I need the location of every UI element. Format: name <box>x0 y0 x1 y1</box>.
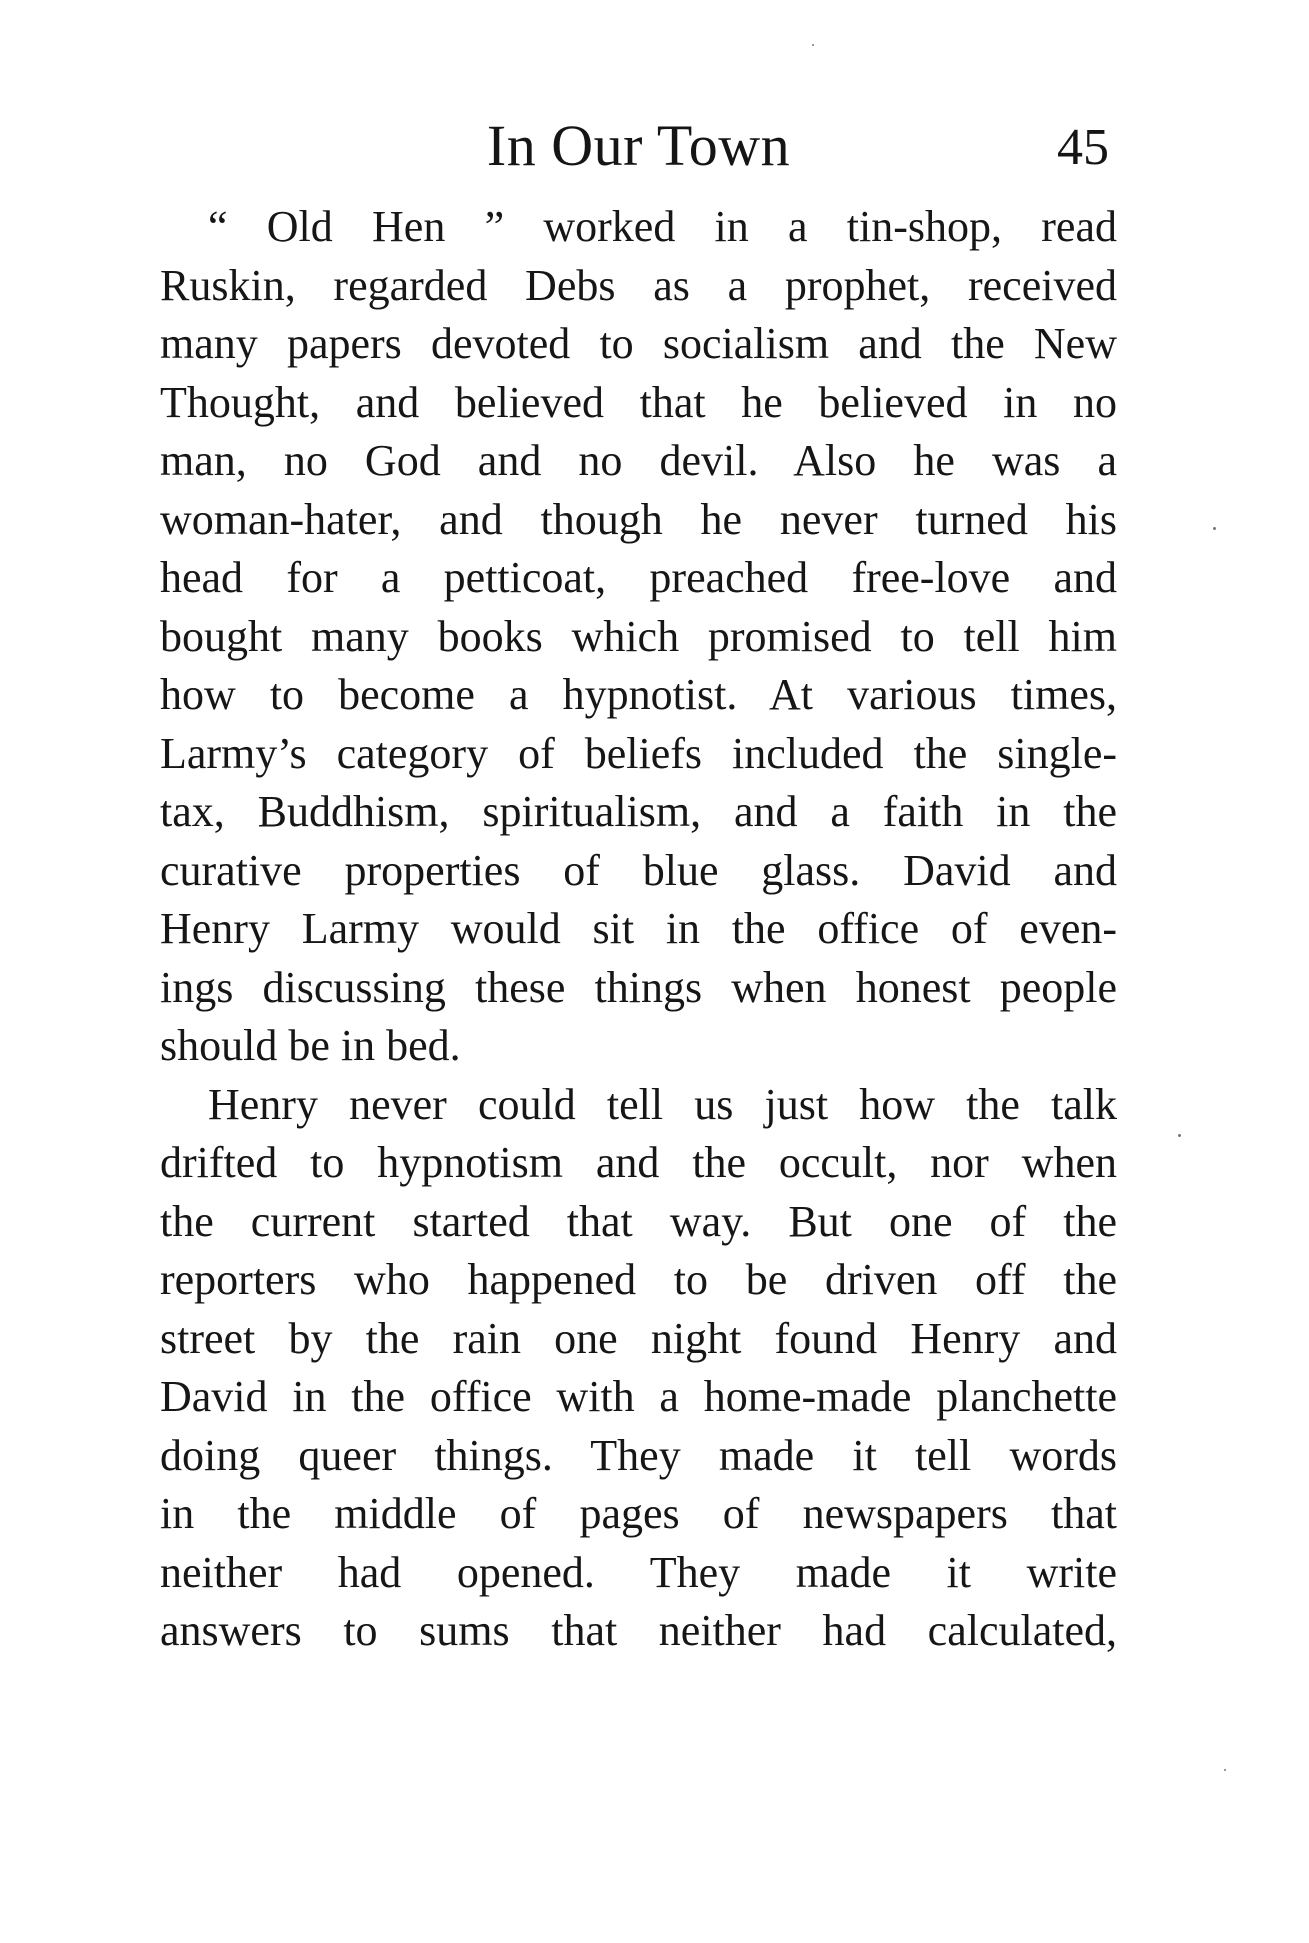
text-line: David in the office with a home-made planchette <box>160 1372 1117 1421</box>
paragraph-1 <box>160 198 1117 1076</box>
running-title: In Our Town <box>486 113 791 178</box>
text-line: Larmy’s category of beliefs included the single- <box>160 728 1117 778</box>
text-line: Henry never could tell us just how the talk <box>208 1079 1117 1129</box>
page-number: 45 <box>1057 119 1109 176</box>
text-line: how to become a hypnotist. At various times, <box>160 670 1117 719</box>
text-line: head for a petticoat, preached free-love and <box>160 553 1117 602</box>
scan-speck <box>1178 1134 1181 1137</box>
text-line: man, no God and no devil. Also he was a <box>160 436 1117 485</box>
text-line: many papers devoted to socialism and the New <box>160 319 1117 368</box>
page-header <box>160 112 1117 192</box>
paragraph-2 <box>160 1076 1117 1661</box>
text-line: doing queer things. They made it tell words <box>160 1430 1117 1480</box>
text-line: curative properties of blue glass. David and <box>160 845 1117 895</box>
text-line: reporters who happened to be driven off the <box>160 1255 1117 1304</box>
text-line: drifted to hypnotism and the occult, nor when <box>160 1138 1117 1187</box>
text-line: in the middle of pages of newspapers that <box>160 1489 1117 1538</box>
scan-speck <box>1213 527 1216 530</box>
text-line: woman-hater, and though he never turned his <box>160 494 1117 544</box>
text-line: answers to sums that neither had calculated, <box>160 1606 1117 1655</box>
text-line: should be in bed. <box>160 1021 461 1070</box>
text-line: neither had opened. They made it write <box>160 1547 1117 1597</box>
scan-speck <box>812 44 814 46</box>
scan-speck <box>1224 1769 1226 1771</box>
text-line: Ruskin, regarded Debs as a prophet, received <box>160 260 1117 310</box>
text-line: bought many books which promised to tell him <box>160 611 1117 661</box>
text-line: the current started that way. But one of the <box>160 1196 1117 1246</box>
text-line: Henry Larmy would sit in the office of even- <box>160 904 1117 953</box>
text-line: “ Old Hen ” worked in a tin-shop, read <box>208 202 1117 251</box>
text-line: tax, Buddhism, spiritualism, and a faith in the <box>160 787 1117 836</box>
text-line: street by the rain one night found Henry and <box>160 1313 1117 1363</box>
text-line: ings discussing these things when honest people <box>160 962 1117 1012</box>
body-text <box>160 198 1117 1661</box>
text-line: Thought, and believed that he believed in no <box>160 377 1117 427</box>
